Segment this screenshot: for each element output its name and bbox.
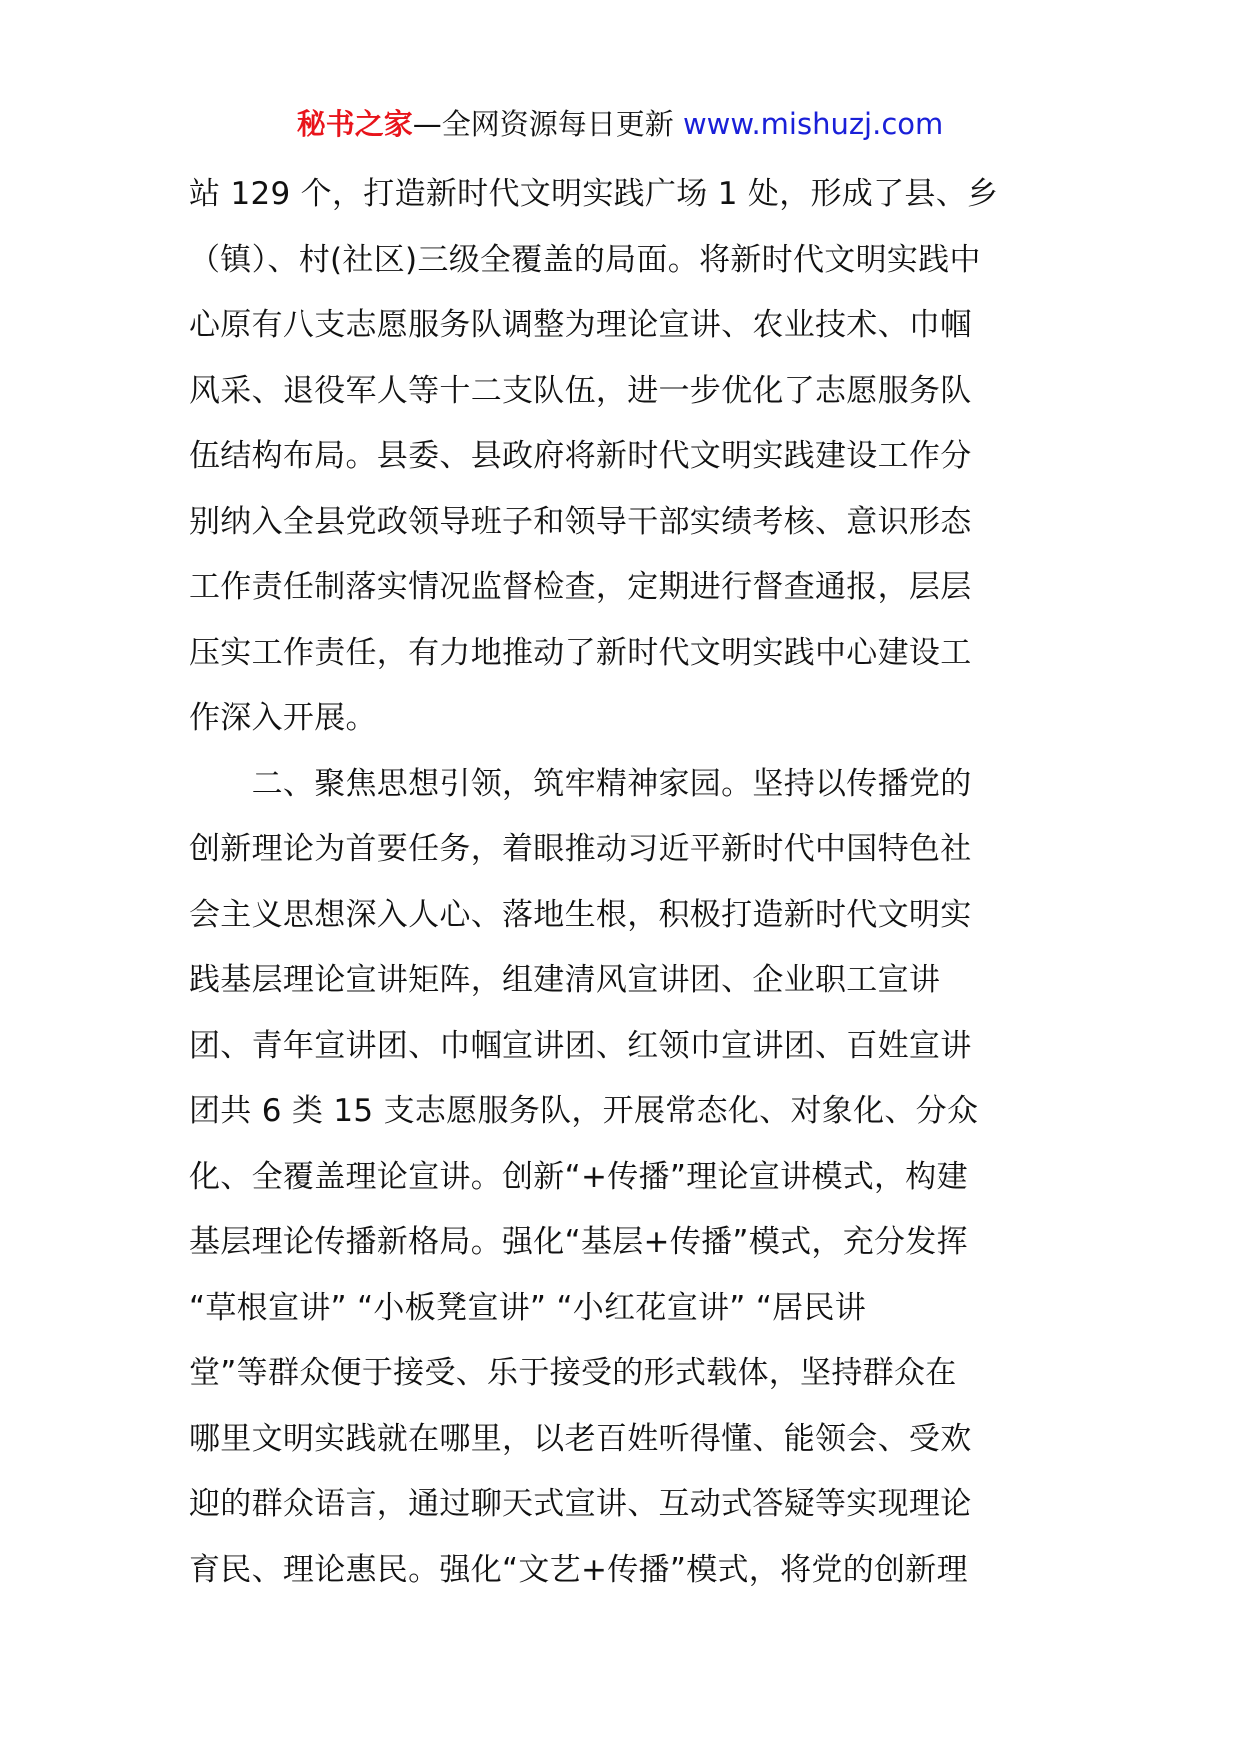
text-line: 作深入开展。: [189, 700, 377, 736]
text-line: 团、青年宣讲团、巾帼宣讲团、红领巾宣讲团、百姓宣讲: [189, 1027, 972, 1064]
text-line: 化、全覆盖理论宣讲。创新“+传播”理论宣讲模式，构建: [189, 1158, 968, 1195]
text-line: 风采、退役军人等十二支队伍，进一步优化了志愿服务队: [189, 372, 972, 409]
text-line: 工作责任制落实情况监督检查，定期进行督查通报，层层: [189, 569, 972, 605]
text-line: 迎的群众语言，通过聊天式宣讲、互动式答疑等实现理论: [189, 1486, 972, 1522]
text-line: 伍结构布局。县委、县政府将新时代文明实践建设工作分: [189, 438, 972, 474]
section-heading-line: 二、聚焦思想引领，筑牢精神家园。坚持以传播党的: [189, 765, 972, 802]
site-brand: 秘书之家: [296, 107, 413, 141]
text-line: 堂”等群众便于接受、乐于接受的形式载体，坚持群众在: [189, 1355, 957, 1391]
text-line: （镇）、村(社区)三级全覆盖的局面。将新时代文明实践中: [189, 241, 981, 278]
document-body: [189, 162, 1059, 1603]
text-line: 践基层理论宣讲矩阵，组建清风宣讲团、企业职工宣讲: [189, 962, 941, 998]
text-line: 站 129 个，打造新时代文明实践广场 1 处，形成了县、乡: [189, 176, 999, 212]
text-line: 创新理论为首要任务，着眼推动习近平新时代中国特色社: [189, 831, 972, 867]
text-line: 团共 6 类 15 支志愿服务队，开展常态化、对象化、分众: [189, 1093, 979, 1129]
text-line: 基层理论传播新格局。强化“基层+传播”模式，充分发挥: [189, 1224, 968, 1260]
text-line: 育民、理论惠民。强化“文艺+传播”模式，将党的创新理: [189, 1551, 968, 1588]
site-url-link[interactable]: www.mishuzj.com: [682, 107, 944, 141]
text-line: “草根宣讲” “小板凳宣讲” “小红花宣讲” “居民讲: [189, 1289, 867, 1326]
text-line: 哪里文明实践就在哪里，以老百姓听得懂、能领会、受欢: [189, 1420, 972, 1457]
text-line: 心原有八支志愿服务队调整为理论宣讲、农业技术、巾帼: [189, 307, 972, 343]
text-line: 会主义思想深入人心、落地生根，积极打造新时代文明实: [189, 896, 972, 933]
site-header: [0, 104, 1240, 144]
text-line: 压实工作责任，有力地推动了新时代文明实践中心建设工: [189, 634, 972, 671]
text-line: 别纳入全县党政领导班子和领导干部实绩考核、意识形态: [189, 503, 972, 540]
site-tagline: —全网资源每日更新: [412, 107, 683, 141]
